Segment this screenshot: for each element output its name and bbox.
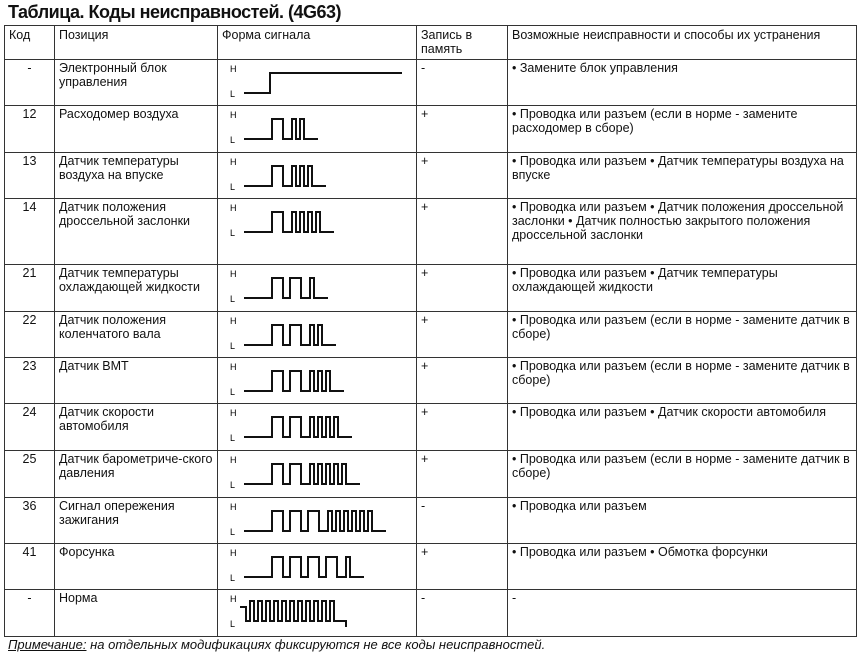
signal-cell — [218, 199, 417, 265]
low-level-label: L — [230, 527, 236, 537]
memory-cell: + — [417, 106, 508, 153]
signal-waveform — [222, 61, 417, 105]
signal-cell — [218, 106, 417, 153]
memory-cell: + — [417, 358, 508, 404]
table-row — [5, 106, 857, 153]
memory-cell: + — [417, 544, 508, 590]
signal-cell — [218, 312, 417, 358]
position-cell: Датчик скорости автомобиля — [55, 404, 218, 451]
low-level-label: L — [230, 387, 236, 397]
fault-codes-table — [4, 25, 857, 637]
remedy-cell: • Замените блок управления — [508, 60, 857, 106]
low-level-label: L — [230, 182, 236, 192]
header-signal: Форма сигнала — [218, 26, 417, 60]
signal-waveform — [222, 545, 417, 589]
signal-cell — [218, 265, 417, 312]
code-cell: 22 — [5, 312, 55, 358]
footnote-text: на отдельных модификациях фиксируются не все коды неисправностей. — [86, 637, 546, 652]
table-row — [5, 544, 857, 590]
position-cell: Датчик положения коленчатого вала — [55, 312, 218, 358]
remedy-cell: - — [508, 590, 857, 637]
signal-waveform — [222, 154, 417, 198]
waveform-line — [244, 212, 334, 232]
code-cell: 21 — [5, 265, 55, 312]
high-level-label: H — [230, 316, 237, 326]
footnote-label: Примечание: — [8, 637, 87, 652]
table-row — [5, 451, 857, 498]
high-level-label: H — [230, 269, 237, 279]
waveform-line — [244, 73, 402, 93]
memory-cell: - — [417, 590, 508, 637]
header-remedy: Возможные неисправности и способы их устранения — [508, 26, 857, 60]
signal-waveform — [222, 405, 417, 449]
waveform-line — [244, 371, 344, 391]
position-cell: Датчик ВМТ — [55, 358, 218, 404]
header-code: Код — [5, 26, 55, 60]
code-cell: 12 — [5, 106, 55, 153]
remedy-cell: • Проводка или разъем — [508, 498, 857, 544]
table-row — [5, 60, 857, 106]
position-cell: Сигнал опережения зажигания — [55, 498, 218, 544]
code-cell: 24 — [5, 404, 55, 451]
signal-cell — [218, 498, 417, 544]
high-level-label: H — [230, 157, 237, 167]
low-level-label: L — [230, 480, 236, 490]
signal-cell — [218, 544, 417, 590]
position-cell: Датчик температуры воздуха на впуске — [55, 153, 218, 199]
high-level-label: H — [230, 548, 237, 558]
high-level-label: H — [230, 64, 237, 74]
table-row — [5, 404, 857, 451]
low-level-label: L — [230, 341, 236, 351]
high-level-label: H — [230, 203, 237, 213]
code-cell: - — [5, 60, 55, 106]
waveform-line — [244, 325, 336, 345]
table-header-row — [5, 26, 857, 60]
waveform-line — [244, 557, 364, 577]
page-title: Таблица. Коды неисправностей. (4G63) — [8, 2, 342, 22]
signal-cell — [218, 358, 417, 404]
signal-cell — [218, 451, 417, 498]
position-cell: Датчик положения дроссельной заслонки — [55, 199, 218, 265]
remedy-cell: • Проводка или разъем • Датчик скорости автомобиля — [508, 404, 857, 451]
table-row — [5, 265, 857, 312]
waveform-line — [244, 166, 326, 186]
waveform-line — [244, 119, 318, 139]
memory-cell: - — [417, 498, 508, 544]
code-cell: - — [5, 590, 55, 637]
code-cell: 13 — [5, 153, 55, 199]
code-cell: 41 — [5, 544, 55, 590]
position-cell: Форсунка — [55, 544, 218, 590]
table-row — [5, 498, 857, 544]
memory-cell: + — [417, 153, 508, 199]
remedy-cell: • Проводка или разъем • Датчик положения дроссельной заслонки • Датчик полностью закрытого положения дроссельной заслонки — [508, 199, 857, 265]
table-row — [5, 312, 857, 358]
remedy-cell: • Проводка или разъем • Датчик температуры воздуха на впуске — [508, 153, 857, 199]
high-level-label: H — [230, 594, 237, 604]
low-level-label: L — [230, 433, 236, 443]
low-level-label: L — [230, 294, 236, 304]
table-row — [5, 358, 857, 404]
table-row — [5, 153, 857, 199]
header-memory: Запись в память — [417, 26, 508, 60]
low-level-label: L — [230, 89, 236, 99]
low-level-label: L — [230, 135, 236, 145]
memory-cell: - — [417, 60, 508, 106]
low-level-label: L — [230, 573, 236, 583]
waveform-line — [240, 601, 346, 627]
position-cell: Норма — [55, 590, 218, 637]
high-level-label: H — [230, 455, 237, 465]
high-level-label: H — [230, 408, 237, 418]
signal-waveform — [222, 591, 417, 635]
code-cell: 23 — [5, 358, 55, 404]
remedy-cell: • Проводка или разъем • Датчик температуры охлаждающей жидкости — [508, 265, 857, 312]
remedy-cell: • Проводка или разъем (если в норме - замените датчик в сборе) — [508, 358, 857, 404]
waveform-line — [244, 417, 352, 437]
remedy-cell: • Проводка или разъем (если в норме - замените датчик в сборе) — [508, 312, 857, 358]
memory-cell: + — [417, 451, 508, 498]
signal-waveform — [222, 107, 417, 151]
remedy-cell: • Проводка или разъем • Обмотка форсунки — [508, 544, 857, 590]
low-level-label: L — [230, 228, 236, 238]
signal-waveform — [222, 313, 417, 357]
signal-waveform — [222, 452, 417, 496]
signal-cell — [218, 590, 417, 637]
waveform-line — [244, 278, 328, 298]
signal-waveform — [222, 359, 417, 403]
waveform-line — [244, 464, 360, 484]
footnote — [8, 637, 545, 652]
code-cell: 25 — [5, 451, 55, 498]
signal-waveform — [222, 499, 417, 543]
memory-cell: + — [417, 404, 508, 451]
waveform-line — [244, 511, 386, 531]
code-cell: 14 — [5, 199, 55, 265]
remedy-cell: • Проводка или разъем (если в норме - замените датчик в сборе) — [508, 451, 857, 498]
header-position: Позиция — [55, 26, 218, 60]
high-level-label: H — [230, 502, 237, 512]
memory-cell: + — [417, 312, 508, 358]
position-cell: Электронный блок управления — [55, 60, 218, 106]
high-level-label: H — [230, 110, 237, 120]
signal-waveform — [222, 266, 417, 310]
signal-cell — [218, 404, 417, 451]
table-row — [5, 199, 857, 265]
position-cell: Расходомер воздуха — [55, 106, 218, 153]
signal-cell — [218, 60, 417, 106]
position-cell: Датчик температуры охлаждающей жидкости — [55, 265, 218, 312]
code-cell: 36 — [5, 498, 55, 544]
table-row — [5, 590, 857, 637]
remedy-cell: • Проводка или разъем (если в норме - замените расходомер в сборе) — [508, 106, 857, 153]
memory-cell: + — [417, 265, 508, 312]
high-level-label: H — [230, 362, 237, 372]
position-cell: Датчик барометриче-ского давления — [55, 451, 218, 498]
signal-cell — [218, 153, 417, 199]
memory-cell: + — [417, 199, 508, 265]
signal-waveform — [222, 200, 417, 244]
low-level-label: L — [230, 619, 236, 629]
